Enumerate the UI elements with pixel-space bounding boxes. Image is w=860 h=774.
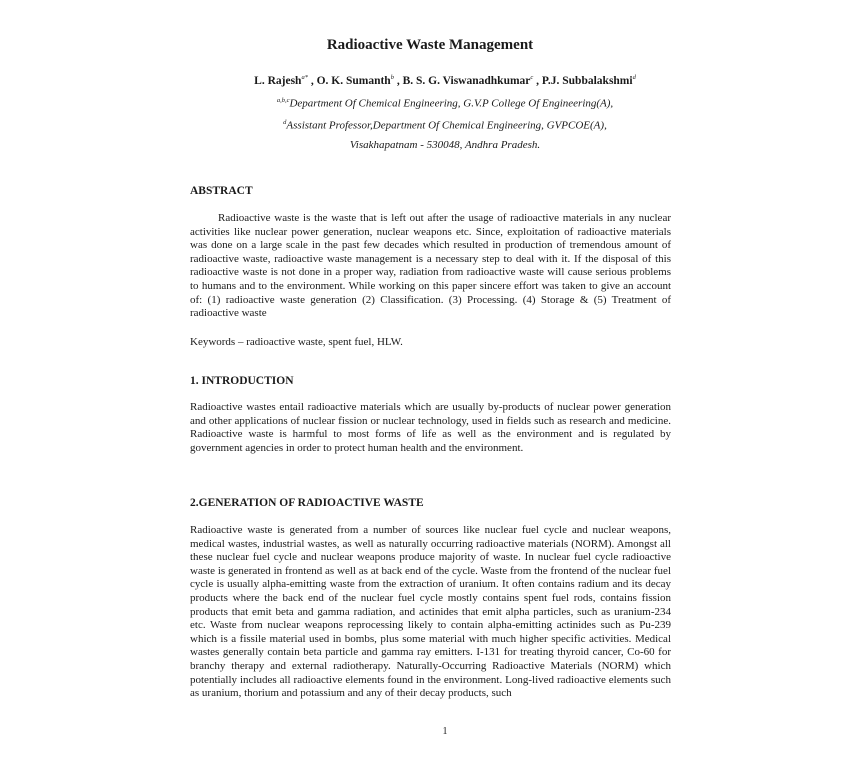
paper-title: Radioactive Waste Management xyxy=(326,37,534,53)
affiliation-text: Department Of Chemical Engineering, G.V.P College Of Engineering(A), xyxy=(289,97,614,110)
affiliation-line xyxy=(0,97,860,110)
keywords: Keywords – radioactive waste, spent fuel, HLW. xyxy=(190,336,403,348)
author-name: , P.J. Subbalakshmi xyxy=(533,74,633,87)
author-superscript: a* xyxy=(301,74,308,81)
author-list xyxy=(0,74,860,87)
author-superscript: d xyxy=(632,74,636,81)
author-superscript: b xyxy=(390,74,394,81)
affiliation-line xyxy=(0,119,860,132)
author-superscript: c xyxy=(530,74,534,81)
author-name: , B. S. G. Viswanadhkumar xyxy=(393,74,531,87)
section-heading-generation: 2.GENERATION OF RADIOACTIVE WASTE xyxy=(190,497,424,509)
abstract-heading: ABSTRACT xyxy=(190,185,253,197)
affiliation-superscript: d xyxy=(283,119,287,126)
affiliation-superscript: a,b,c xyxy=(276,97,290,104)
abstract-text: Radioactive waste is the waste that is left out after the usage of radioactive materials in any nuclear activities like nuclear power generation, nuclear weapons etc. Since, exploitation of radioactive materials was done on a large scale in the past few decades which resulted in production of tremendous amount of radioactive waste, radioactive waste management is a necessary step to deal with it. If the disposal of this radioactive waste is not done in a proper way, radiation from radioactive waste will cause serious problems to humans and to the environment. While working on this paper sincere effort was taken to give an account of: (1) radioactive waste generation (2) Classification. (3) Processing. (4) Storage & (5) Treatment of radioactive waste xyxy=(190,212,671,320)
affiliation-line: Visakhapatnam - 530048, Andhra Pradesh. xyxy=(349,139,541,151)
author-name: , O. K. Sumanth xyxy=(307,74,391,87)
author-name: L. Rajesh xyxy=(254,74,302,87)
page-number: 1 xyxy=(442,726,448,737)
introduction-text: Radioactive wastes entail radioactive materials which are usually by-products of nuclear power generation and other applications of nuclear fission or nuclear technology, used in fields such as research and medicine. Radioactive waste is harmful to most forms of life as well as the environment and is regulated by government agencies in order to protect human health and the environment. xyxy=(190,401,671,454)
section-heading-introduction: 1. INTRODUCTION xyxy=(190,375,294,387)
affiliation-text: Assistant Professor,Department Of Chemical Engineering, GVPCOE(A), xyxy=(286,119,607,132)
generation-text: Radioactive waste is generated from a number of sources like nuclear fuel cycle and nuclear weapons, medical wastes, industrial wastes, as well as naturally occurring radioactive materials (NORM). Amongst all these nuclear fuel cycle and nuclear weapons produce majority of waste. In nuclear fuel cycle radioactive waste is generated in frontend as well as at back end of the cycle. Waste from the frontend of the nuclear fuel cycle is usually alpha-emitting waste from the extraction of uranium. It often contains radium and its decay products where the back end of the nuclear fuel cycle mostly contains spent fuel rods, contains fission products that emit beta and gamma radiation, and actinides that emit alpha particles, such as uranium-234 etc. Waste from nuclear weapons reprocessing likely to contain alpha-emitting actinides such as Pu-239 which is a fissile material used in bombs, plus some material with much higher specific activities. Medical wastes generally contain beta particle and gamma ray emitters. I-131 for treating thyroid cancer, Co-60 for branchy therapy and external radiotherapy. Naturally-Occurring Radioactive Materials (NORM) which potentially includes all radioactive elements found in the environment. Long-lived radioactive elements such as uranium, thorium and potassium and any of their decay products, such xyxy=(190,524,671,700)
